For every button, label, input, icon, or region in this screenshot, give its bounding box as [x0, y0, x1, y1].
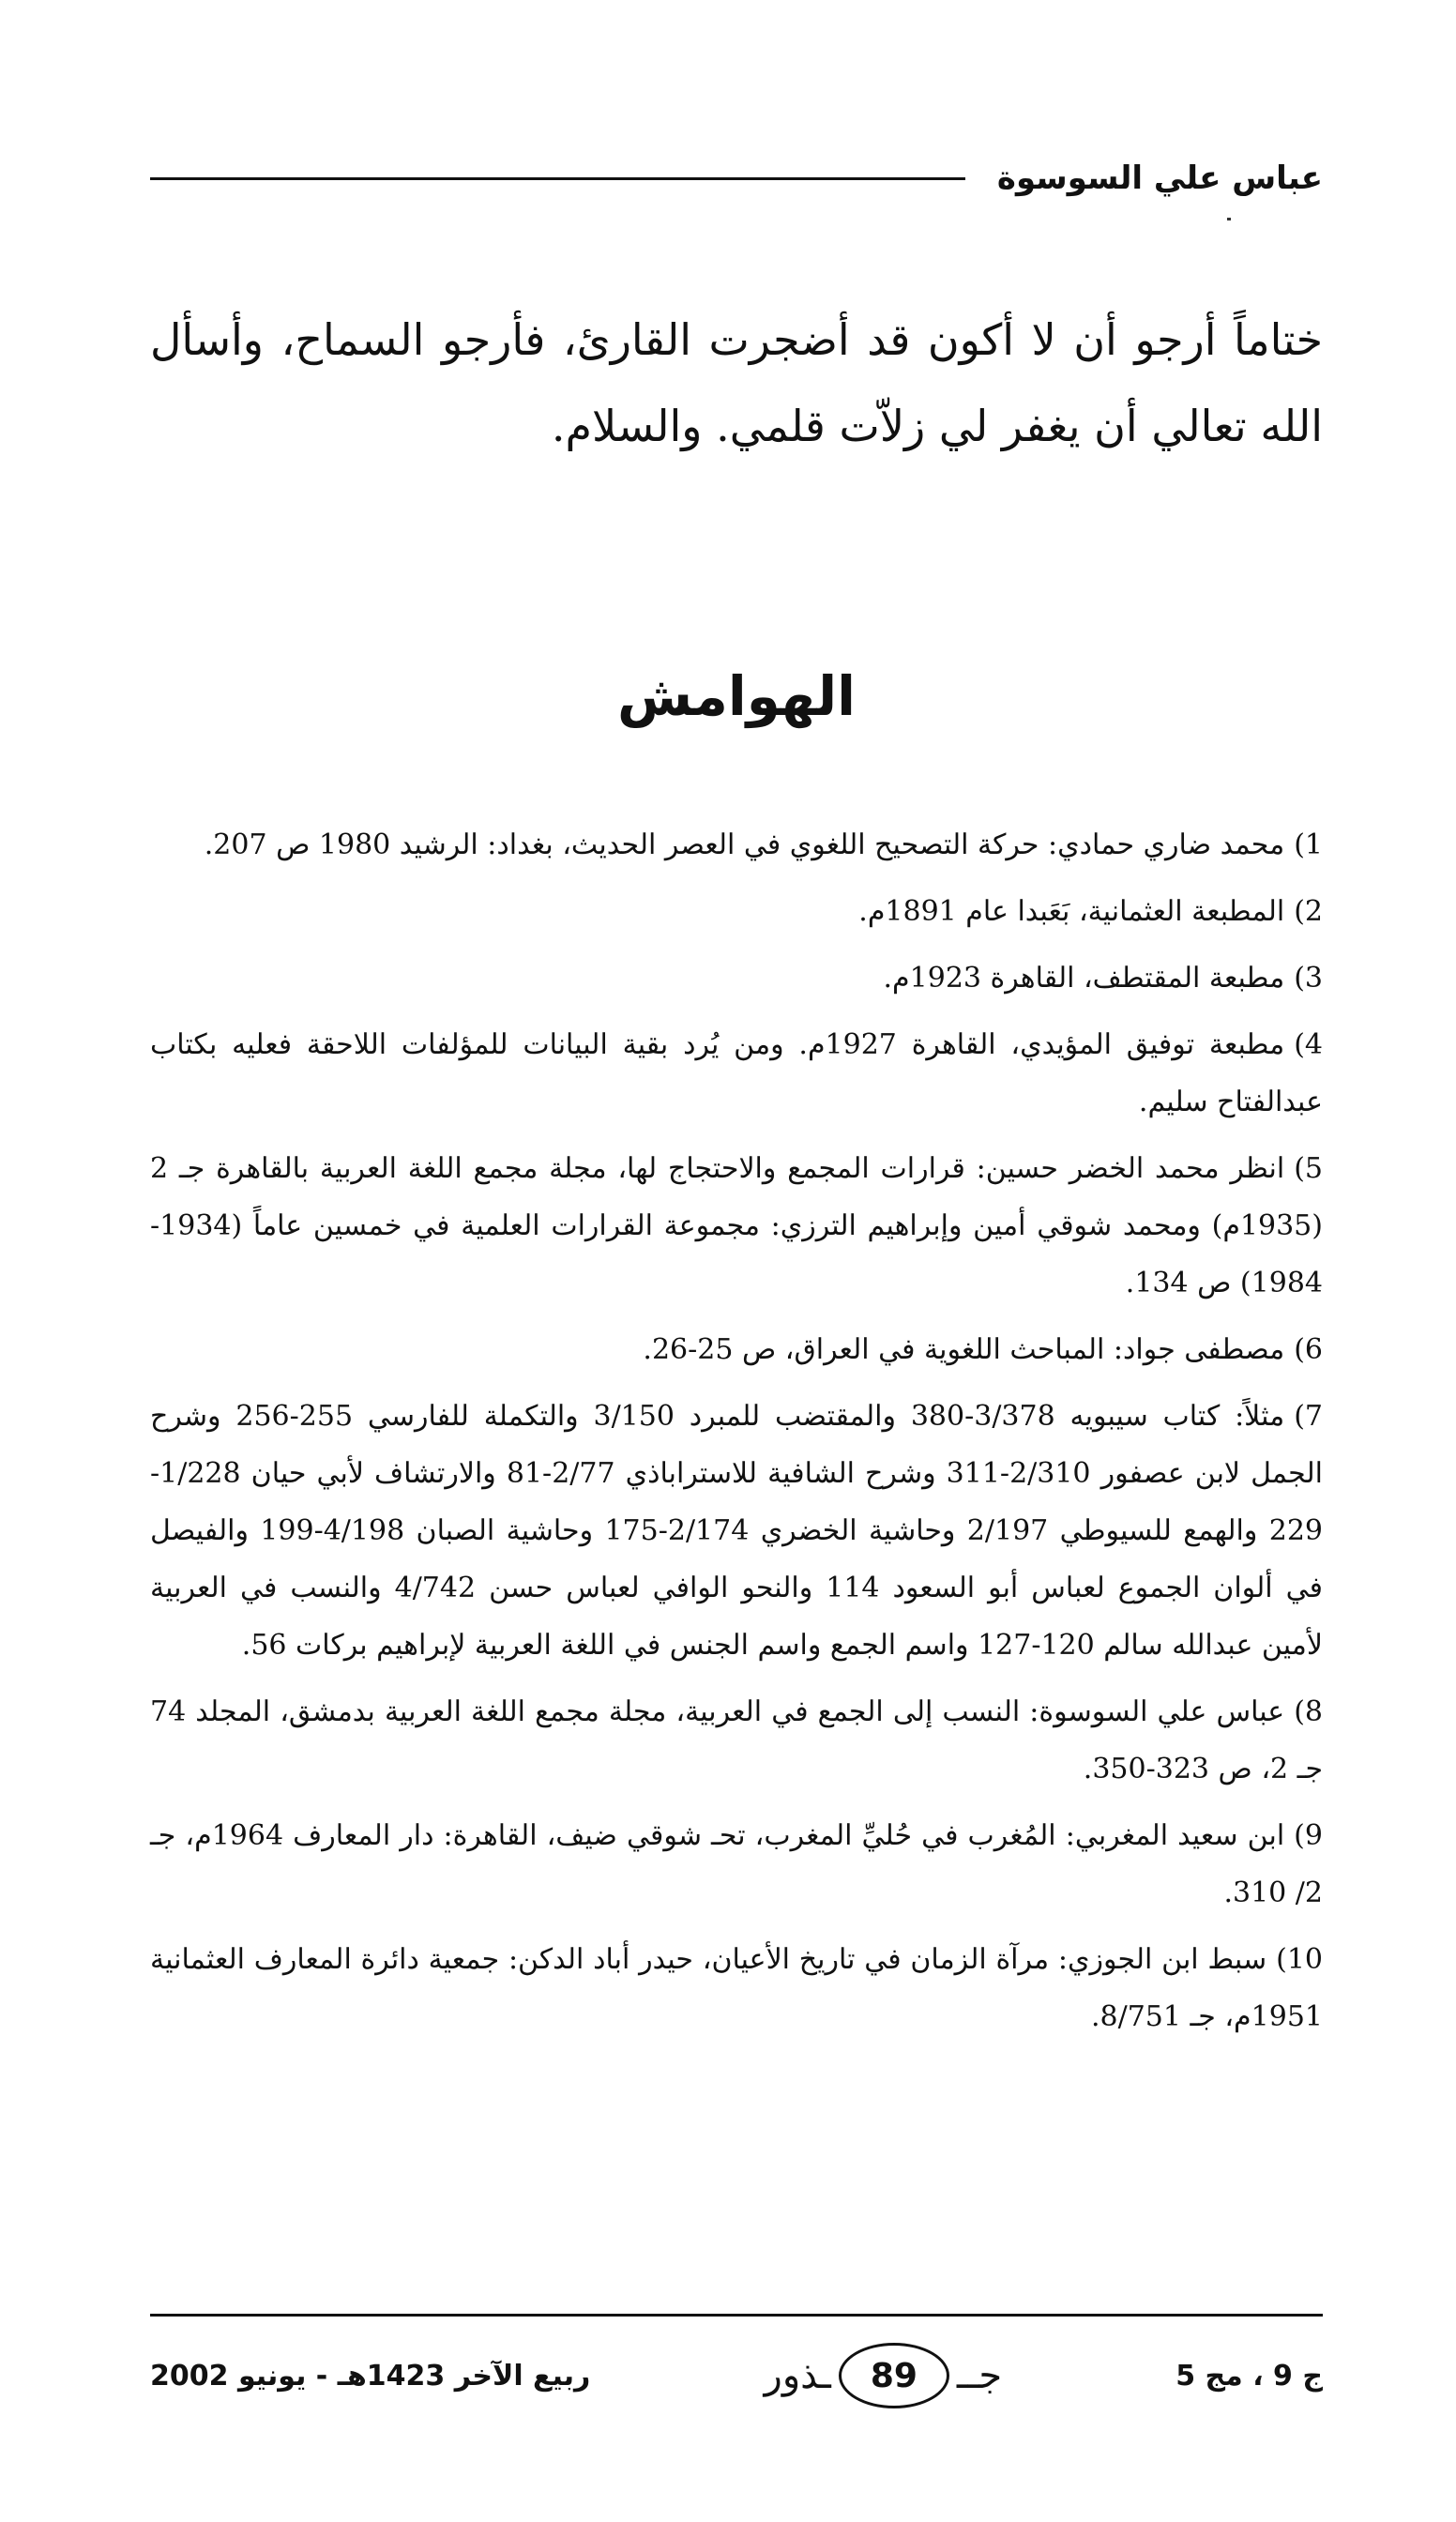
footnote-item: [150, 1931, 1323, 2045]
footnote-item: [150, 1016, 1323, 1131]
footnote-item: [150, 1388, 1323, 1674]
footer-journal-logo: [765, 2343, 1003, 2408]
footnotes-list: [150, 816, 1323, 2055]
section-title: الهوامش: [616, 664, 857, 729]
footnote-item: [150, 1321, 1323, 1378]
footnote-item: [150, 883, 1323, 940]
footnote-item: [150, 1807, 1323, 1922]
stray-mark: [1227, 218, 1231, 220]
footnote-text: مطبعة توفيق المؤيدي، القاهرة 1927م. ومن يُرد بقية البيانات للمؤلفات اللاحقة فعليه بكتاب عبدالفتاح سليم.: [150, 1028, 1323, 1118]
footnote-text: محمد ضاري حمادي: حركة التصحيح اللغوي في العصر الحديث، بغداد: الرشيد 1980 ص 207.: [204, 828, 1285, 861]
footnote-number: 5): [1294, 1152, 1323, 1185]
footnote-number: 10): [1276, 1943, 1323, 1976]
document-page: [150, 131, 1323, 2439]
footnote-number: 1): [1294, 828, 1323, 861]
footer-volume: ج 9 ، مج 5: [1175, 2359, 1323, 2393]
footnote-text: المطبعة العثمانية، بَعَبدا عام 1891م.: [858, 895, 1285, 928]
footnote-text: عباس علي السوسوة: النسب إلى الجمع في العربية، مجلة مجمع اللغة العربية بدمشق، المجلد 74 جـ 2، ص 323-350.: [150, 1695, 1323, 1785]
footnote-number: 6): [1294, 1333, 1323, 1366]
journal-name-start: جــ: [956, 2354, 1003, 2397]
footnote-text: سبط ابن الجوزي: مرآة الزمان في تاريخ الأعيان، حيدر أباد الدكن: جمعية دائرة المعارف العثمانية 1951م، جـ 8/751.: [150, 1943, 1323, 2033]
running-header-author: عباس علي السوسوة: [996, 160, 1323, 197]
footnote-text: مثلاً: كتاب سيبويه 3/378-380 والمقتضب للمبرد 3/150 والتكملة للفارسي 255-256 وشرح الجمل لابن عصفور 2/310-311 وشرح الشافية للاستراباذي 2/77-81 والارتشاف لأبي حيان 1/228-229 والهمع للسيوطي 2/197 وحاشية الخضري 2/174-175 وحاشية الصبان 4/198-199 والفيصل في ألوان الجموع لعباس أبو السعود 114 والنحو الوافي لعباس حسن 4/742 والنسب في العربية لأمين عبدالله سالم 120-127 واسم الجمع واسم الجنس في اللغة العربية لإبراهيم بركات 56.: [150, 1400, 1323, 1662]
footnote-text: مصطفى جواد: المباحث اللغوية في العراق، ص 25-26.: [643, 1333, 1285, 1366]
footnote-item: [150, 1140, 1323, 1312]
header-rule: [150, 177, 965, 180]
closing-paragraph: ختاماً أرجو أن لا أكون قد أضجرت القارئ، فأرجو السماح، وأسأل الله تعالي أن يغفر لي زلاّت قلمي. والسلام.: [150, 314, 1323, 451]
footnote-number: 2): [1294, 895, 1323, 928]
footnote-number: 9): [1294, 1819, 1323, 1852]
journal-name-end: ـذور: [764, 2354, 831, 2397]
page-number: 89: [839, 2343, 949, 2408]
footnote-item: [150, 816, 1323, 874]
footnote-item: [150, 950, 1323, 1007]
footnote-item: [150, 1683, 1323, 1798]
footnote-text: انظر محمد الخضر حسين: قرارات المجمع والاحتجاج لها، مجلة مجمع اللغة العربية بالقاهرة جـ 2 (1935م) ومحمد شوقي أمين وإبراهيم الترزي: مجموعة القرارات العلمية في خمسين عاماً (1934-1984) ص 134.: [150, 1152, 1323, 1299]
page-footer: [150, 2338, 1323, 2413]
footnote-number: 3): [1294, 962, 1323, 995]
footnote-text: مطبعة المقتطف، القاهرة 1923م.: [883, 962, 1285, 995]
footer-rule: [150, 2314, 1323, 2317]
footnote-number: 7): [1294, 1400, 1324, 1433]
footnote-text: ابن سعيد المغربي: المُغرب في حُليِّ المغرب، تحـ شوقي ضيف، القاهرة: دار المعارف 1964م، جـ 2/ 310.: [150, 1819, 1323, 1909]
footnote-number: 4): [1294, 1028, 1323, 1061]
footer-date: ربيع الآخر 1423هـ - يونيو 2002: [150, 2359, 591, 2393]
running-header: [150, 150, 1323, 206]
footnote-number: 8): [1294, 1695, 1323, 1728]
